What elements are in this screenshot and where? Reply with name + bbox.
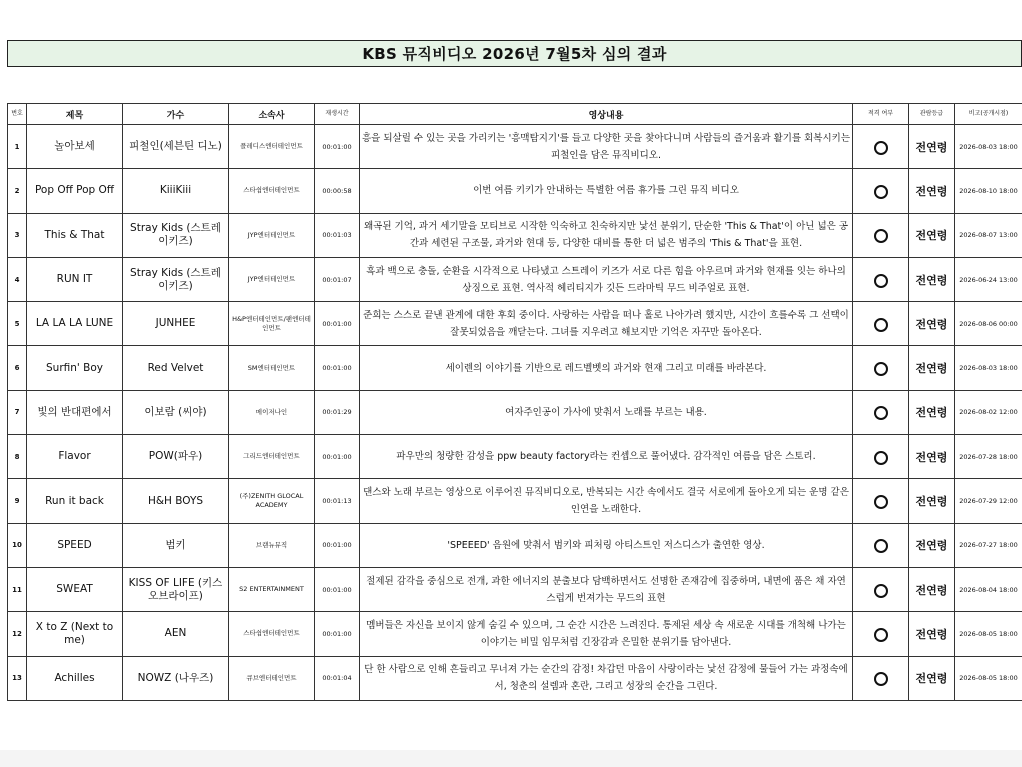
table-row [8, 612, 1022, 656]
table-row [8, 169, 1022, 213]
row-number: 11 [8, 567, 27, 611]
artist-name: POW(파우) [123, 435, 229, 479]
table-row [8, 656, 1022, 700]
suitable-cell [853, 302, 909, 346]
agency-name: H&P엔터테인먼트/팬엔터테인먼트 [229, 302, 315, 346]
runtime: 00:01:00 [315, 567, 360, 611]
rating-grade: 전연령 [909, 435, 955, 479]
rating-grade: 전연령 [909, 612, 955, 656]
release-time: 2026-08-05 18:00 [955, 656, 1022, 700]
agency-name: 메이저나인 [229, 390, 315, 434]
release-time: 2026-08-05 18:00 [955, 612, 1022, 656]
row-number: 2 [8, 169, 27, 213]
table-row [8, 523, 1022, 567]
row-number: 8 [8, 435, 27, 479]
circle-icon [874, 229, 888, 243]
artist-name: NOWZ (나우즈) [123, 656, 229, 700]
table-row [8, 567, 1022, 611]
artist-name: 범키 [123, 523, 229, 567]
release-time: 2026-08-03 18:00 [955, 125, 1022, 169]
runtime: 00:01:00 [315, 523, 360, 567]
artist-name: JUNHEE [123, 302, 229, 346]
circle-icon [874, 362, 888, 376]
video-content: 멤버들은 자신을 보이지 않게 숨길 수 있으며, 그 순간 시간은 느려진다. 통제된 세상 속 새로운 시대를 개척해 나가는 이야기는 비밀 임무처럼 긴장감과 은밀한 분위기를 담아낸다. [360, 612, 853, 656]
header-note: 비고(공개시점) [955, 104, 1022, 125]
circle-icon [874, 318, 888, 332]
table-row [8, 479, 1022, 523]
circle-icon [874, 406, 888, 420]
circle-icon [874, 584, 888, 598]
agency-name: 큐브엔터테인먼트 [229, 656, 315, 700]
release-time: 2026-08-03 18:00 [955, 346, 1022, 390]
release-time: 2026-06-24 13:00 [955, 257, 1022, 301]
video-content: 준희는 스스로 끝낸 관계에 대한 후회 중이다. 사랑하는 사람을 떠나 홀로 나아가려 했지만, 시간이 흐를수록 그 선택이 잘못되었음을 깨닫는다. 그녀를 지우려고 해보지만 기억은 자꾸만 돌아온다. [360, 302, 853, 346]
release-time: 2026-08-10 18:00 [955, 169, 1022, 213]
song-title: Achilles [27, 656, 123, 700]
suitable-cell [853, 656, 909, 700]
rating-grade: 전연령 [909, 257, 955, 301]
header-grade: 관람등급 [909, 104, 955, 125]
video-content: 이번 여름 키키가 안내하는 특별한 여름 휴가를 그린 뮤직 비디오 [360, 169, 853, 213]
suitable-cell [853, 479, 909, 523]
song-title: This & That [27, 213, 123, 257]
row-number: 13 [8, 656, 27, 700]
agency-name: 브랜뉴뮤직 [229, 523, 315, 567]
song-title: SPEED [27, 523, 123, 567]
release-time: 2026-08-04 18:00 [955, 567, 1022, 611]
runtime: 00:01:29 [315, 390, 360, 434]
video-content: 왜곡된 기억, 과거 세기말을 모티브로 시작한 익숙하고 친숙하지만 낯선 분위기, 단순한 'This & That'이 아닌 넓은 공간과 세련된 구조물, 과거와 현대 등, 다양한 대비를 통한 더 넓은 범주의 'This & That'을 표현. [360, 213, 853, 257]
runtime: 00:01:00 [315, 346, 360, 390]
song-title: Pop Off Pop Off [27, 169, 123, 213]
table-row [8, 302, 1022, 346]
release-time: 2026-08-07 13:00 [955, 213, 1022, 257]
page-bottom-strip [0, 750, 1022, 767]
suitable-cell [853, 257, 909, 301]
runtime: 00:01:13 [315, 479, 360, 523]
runtime: 00:01:07 [315, 257, 360, 301]
header-suitable: 적격 여부 [853, 104, 909, 125]
circle-icon [874, 274, 888, 288]
agency-name: (주)ZENITH GLOCAL ACADEMY [229, 479, 315, 523]
document-title: KBS 뮤직비디오 2026년 7월5차 심의 결과 [7, 40, 1022, 67]
agency-name: 스타쉽엔터테인먼트 [229, 169, 315, 213]
video-content: 흑과 백으로 충돌, 순환을 시각적으로 나타냈고 스트레이 키즈가 서로 다른 힘을 아우르며 과거와 현재를 잇는 하나의 상징으로 표현. 역사적 헤리티지가 깃든 드라마틱 무드 비주얼로 표현. [360, 257, 853, 301]
artist-name: KiiiKiii [123, 169, 229, 213]
agency-name: 플레디스엔터테인먼트 [229, 125, 315, 169]
table-header-row [8, 104, 1022, 125]
artist-name: H&H BOYS [123, 479, 229, 523]
header-title: 제목 [27, 104, 123, 125]
agency-name: S2 ENTERTAINMENT [229, 567, 315, 611]
video-content: 'SPEEED' 음원에 맞춰서 범키와 피처링 아티스트인 저스디스가 출연한 영상. [360, 523, 853, 567]
table-row [8, 346, 1022, 390]
video-content: 흥을 되살릴 수 있는 곳을 가리키는 '흥맥탐지기'를 들고 다양한 곳을 찾아다니며 사람들의 즐거움과 활기를 회복시키는 피철인을 담은 뮤직비디오. [360, 125, 853, 169]
release-time: 2026-08-02 12:00 [955, 390, 1022, 434]
artist-name: Stray Kids (스트레이키즈) [123, 257, 229, 301]
circle-icon [874, 672, 888, 686]
suitable-cell [853, 523, 909, 567]
header-num: 번호 [8, 104, 27, 125]
runtime: 00:00:58 [315, 169, 360, 213]
rating-grade: 전연령 [909, 567, 955, 611]
agency-name: 스타쉽엔터테인먼트 [229, 612, 315, 656]
suitable-cell [853, 169, 909, 213]
song-title: 놀아보세 [27, 125, 123, 169]
row-number: 5 [8, 302, 27, 346]
release-time: 2026-08-06 00:00 [955, 302, 1022, 346]
runtime: 00:01:00 [315, 302, 360, 346]
suitable-cell [853, 435, 909, 479]
song-title: Run it back [27, 479, 123, 523]
rating-grade: 전연령 [909, 656, 955, 700]
row-number: 12 [8, 612, 27, 656]
artist-name: 이보람 (씨야) [123, 390, 229, 434]
row-number: 7 [8, 390, 27, 434]
runtime: 00:01:00 [315, 125, 360, 169]
row-number: 9 [8, 479, 27, 523]
table-row [8, 435, 1022, 479]
runtime: 00:01:04 [315, 656, 360, 700]
table-body [8, 125, 1022, 701]
row-number: 1 [8, 125, 27, 169]
rating-grade: 전연령 [909, 523, 955, 567]
review-results-table [7, 103, 1022, 701]
suitable-cell [853, 612, 909, 656]
circle-icon [874, 451, 888, 465]
release-time: 2026-07-29 12:00 [955, 479, 1022, 523]
artist-name: AEN [123, 612, 229, 656]
video-content: 세이렌의 이야기를 기반으로 레드벨벳의 과거와 현재 그리고 미래를 바라본다. [360, 346, 853, 390]
row-number: 3 [8, 213, 27, 257]
rating-grade: 전연령 [909, 125, 955, 169]
rating-grade: 전연령 [909, 390, 955, 434]
artist-name: Red Velvet [123, 346, 229, 390]
header-agency: 소속사 [229, 104, 315, 125]
suitable-cell [853, 213, 909, 257]
video-content: 단 한 사람으로 인해 흔들리고 무너져 가는 순간의 감정! 차갑던 마음이 사랑이라는 낯선 감정에 물들어 가는 과정속에서, 청춘의 설렘과 혼란, 그리고 성장의 순간을 그린다. [360, 656, 853, 700]
video-content: 여자주인공이 가사에 맞춰서 노래를 부르는 내용. [360, 390, 853, 434]
suitable-cell [853, 346, 909, 390]
rating-grade: 전연령 [909, 169, 955, 213]
suitable-cell [853, 125, 909, 169]
runtime: 00:01:00 [315, 435, 360, 479]
agency-name: SM엔터테인먼트 [229, 346, 315, 390]
table-row [8, 390, 1022, 434]
header-content: 영상내용 [360, 104, 853, 125]
agency-name: JYP엔터테인먼트 [229, 213, 315, 257]
runtime: 00:01:03 [315, 213, 360, 257]
table-row [8, 257, 1022, 301]
table-row [8, 213, 1022, 257]
circle-icon [874, 185, 888, 199]
video-content: 파우만의 청량한 감성을 ppw beauty factory라는 컨셉으로 풀어냈다. 감각적인 여름을 담은 스토리. [360, 435, 853, 479]
song-title: Flavor [27, 435, 123, 479]
runtime: 00:01:00 [315, 612, 360, 656]
song-title: RUN IT [27, 257, 123, 301]
agency-name: JYP엔터테인먼트 [229, 257, 315, 301]
circle-icon [874, 628, 888, 642]
artist-name: 피철인(세븐틴 디노) [123, 125, 229, 169]
rating-grade: 전연령 [909, 302, 955, 346]
artist-name: Stray Kids (스트레이키즈) [123, 213, 229, 257]
header-runtime: 재생시간 [315, 104, 360, 125]
suitable-cell [853, 390, 909, 434]
row-number: 10 [8, 523, 27, 567]
song-title: Surfin' Boy [27, 346, 123, 390]
circle-icon [874, 495, 888, 509]
artist-name: KISS OF LIFE (키스오브라이프) [123, 567, 229, 611]
header-artist: 가수 [123, 104, 229, 125]
circle-icon [874, 141, 888, 155]
video-content: 절제된 감각을 중심으로 전개, 과한 에너지의 분출보다 담백하면서도 선명한 존재감에 집중하며, 내면에 품은 채 자연스럽게 번져가는 무드의 표현 [360, 567, 853, 611]
row-number: 4 [8, 257, 27, 301]
release-time: 2026-07-27 18:00 [955, 523, 1022, 567]
rating-grade: 전연령 [909, 479, 955, 523]
song-title: SWEAT [27, 567, 123, 611]
song-title: 빛의 반대편에서 [27, 390, 123, 434]
song-title: X to Z (Next to me) [27, 612, 123, 656]
release-time: 2026-07-28 18:00 [955, 435, 1022, 479]
rating-grade: 전연령 [909, 213, 955, 257]
suitable-cell [853, 567, 909, 611]
song-title: LA LA LA LUNE [27, 302, 123, 346]
circle-icon [874, 539, 888, 553]
video-content: 댄스와 노래 부르는 영상으로 이루어진 뮤직비디오로, 반복되는 시간 속에서도 결국 서로에게 돌아오게 되는 운명 같은 인연을 노래한다. [360, 479, 853, 523]
agency-name: 그리드엔터테인먼트 [229, 435, 315, 479]
table-row [8, 125, 1022, 169]
rating-grade: 전연령 [909, 346, 955, 390]
row-number: 6 [8, 346, 27, 390]
